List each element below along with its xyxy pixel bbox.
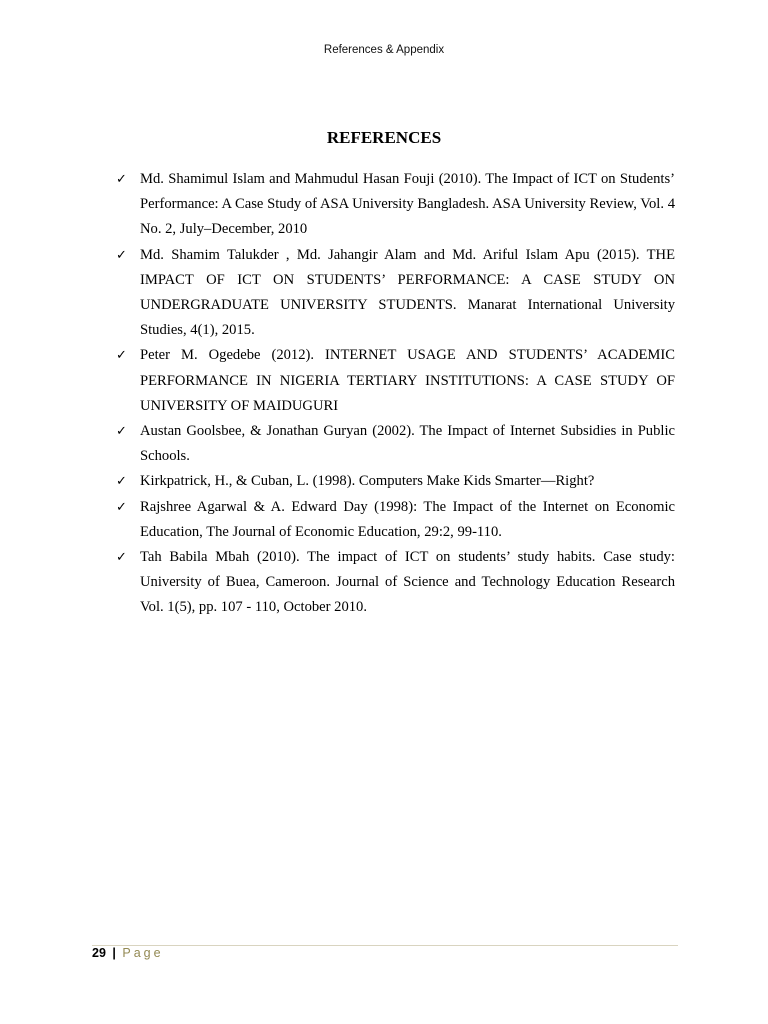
checkmark-icon: ✓ bbox=[116, 172, 127, 187]
reference-text: Rajshree Agarwal & A. Edward Day (1998): The Impact of the Internet on Economic Education, The Journal of Economic Education, 29:2, 99-110. bbox=[140, 498, 675, 540]
running-header: References & Appendix bbox=[323, 44, 445, 56]
reference-item bbox=[116, 167, 675, 243]
reference-item bbox=[116, 469, 675, 494]
checkmark-icon: ✓ bbox=[116, 550, 127, 566]
reference-list bbox=[116, 167, 675, 621]
reference-item bbox=[116, 545, 675, 621]
reference-text: Md. Shamimul Islam and Mahmudul Hasan Fouji (2010). The Impact of ICT on Students’ Performance: A Case Study of ASA University Bangladesh. ASA University Review, Vol. 4 No. 2, July–December, 2010 bbox=[140, 171, 675, 238]
checkmark-icon: ✓ bbox=[116, 424, 127, 440]
reference-text: Peter M. Ogedebe (2012). INTERNET USAGE AND STUDENTS’ ACADEMIC PERFORMANCE IN NIGERIA TERTIARY INSTITUTIONS: A CASE STUDY OF UNIVERSITY OF MAIDUGURI bbox=[140, 347, 675, 414]
reference-item bbox=[116, 419, 675, 469]
reference-text: Kirkpatrick, H., & Cuban, L. (1998). Computers Make Kids Smarter—Right? bbox=[140, 473, 595, 490]
page-title: REFERENCES bbox=[326, 128, 442, 147]
reference-item bbox=[116, 343, 675, 419]
page-number: 29 bbox=[92, 946, 106, 960]
reference-text: Tah Babila Mbah (2010). The impact of ICT on students’ study habits. Case study: University of Buea, Cameroon. Journal of Science and Technology Education Research Vol. 1(5), pp. 107 - 110, October 2010. bbox=[140, 549, 675, 616]
reference-text: Md. Shamim Talukder , Md. Jahangir Alam and Md. Ariful Islam Apu (2015). THE IMPACT OF ICT ON STUDENTS’ PERFORMANCE: A CASE STUDY ON UNDERGRADUATE UNIVERSITY STUDENTS. Manarat International University Studies, 4(1), 2015. bbox=[140, 246, 675, 339]
page-label: Page bbox=[122, 946, 164, 960]
checkmark-icon: ✓ bbox=[116, 348, 127, 364]
checkmark-icon: ✓ bbox=[116, 247, 127, 263]
reference-text: Austan Goolsbee, & Jonathan Guryan (2002). The Impact of Internet Subsidies in Public Schools. bbox=[140, 423, 675, 465]
checkmark-icon: ✓ bbox=[116, 474, 127, 490]
footer-divider bbox=[92, 945, 678, 946]
reference-item bbox=[116, 243, 675, 344]
reference-item bbox=[116, 495, 675, 545]
checkmark-icon: ✓ bbox=[116, 499, 127, 515]
page-separator: | bbox=[112, 946, 116, 960]
page-footer bbox=[92, 946, 164, 960]
